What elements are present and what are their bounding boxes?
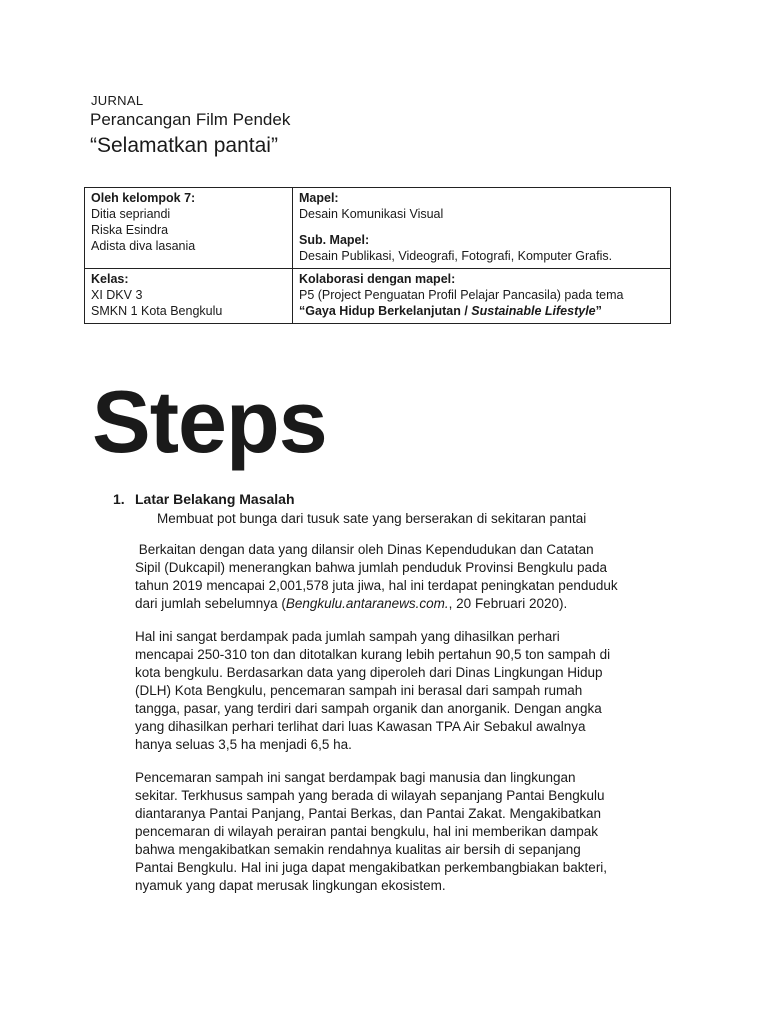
paragraph-line: tahun 2019 mencapai 2,001,578 juta jiwa, hal ini terdapat peningkatan penduduk <box>135 578 618 593</box>
paragraph-line: bahwa mengakibatkan semakin rendahnya kualitas air bersih di sepanjang <box>135 842 581 857</box>
school-value: SMKN 1 Kota Bengkulu <box>91 304 223 318</box>
document-subtitle: “Selamatkan pantai” <box>90 134 278 157</box>
info-table <box>84 187 671 324</box>
paragraph-line <box>135 595 680 613</box>
citation-suffix: , 20 Februari 2020). <box>448 596 568 611</box>
citation-prefix: dari jumlah sebelumnya ( <box>135 596 286 611</box>
theme-value <box>299 303 665 319</box>
paragraph-line: Hal ini sangat berdampak pada jumlah sampah yang dihasilkan perhari <box>135 629 560 644</box>
table-row <box>85 269 671 324</box>
paragraph-line: Sipil (Dukcapil) menerangkan bahwa jumlah penduduk Provinsi Bengkulu pada <box>135 560 608 575</box>
paragraph-line: Berkaitan dengan data yang dilansir oleh Dinas Kependudukan dan Catatan <box>135 542 594 557</box>
paragraph-line: Pencemaran sampah ini sangat berdampak bagi manusia dan lingkungan <box>135 770 576 785</box>
paragraph-line: Pantai Bengkulu. Hal ini juga dapat mengakibatkan perkembangbiakan bakteri, <box>135 860 608 875</box>
paragraph-line: yang dihasilkan perhari terlihat dari luas Kawasan TPA Air Sebakul awalnya <box>135 719 586 734</box>
kolaborasi-heading: Kolaborasi dengan mapel: <box>299 272 456 286</box>
kelas-heading: Kelas: <box>91 272 129 286</box>
kolaborasi-cell <box>293 269 671 324</box>
paragraph-line: pencemaran di wilayah perairan pantai bengkulu, hal ini memberikan dampak <box>135 824 599 839</box>
mapel-cell <box>293 188 671 269</box>
document-title: Perancangan Film Pendek <box>90 110 291 129</box>
theme-open: “Gaya Hidup Berkelanjutan / <box>299 304 472 318</box>
kelas-value: XI DKV 3 <box>91 288 143 302</box>
mapel-value: Desain Komunikasi Visual <box>299 207 444 221</box>
paragraph-line: diantaranya Pantai Panjang, Pantai Berkas, dan Pantai Zakat. Mengakibatkan <box>135 806 602 821</box>
paragraph-line: nyamuk yang dapat merusak lingkungan ekosistem. <box>135 878 446 893</box>
paragraph-line: hanya seluas 3,5 ha menjadi 6,5 ha. <box>135 737 352 752</box>
paragraph-1 <box>135 541 680 613</box>
table-row <box>85 188 671 269</box>
section-heading <box>113 491 295 507</box>
paragraph-3 <box>135 769 680 895</box>
mapel-heading: Mapel: <box>299 191 339 205</box>
citation-source: Bengkulu.antaranews.com. <box>285 596 449 611</box>
section-title: Latar Belakang Masalah <box>135 491 295 507</box>
member-name: Adista diva lasania <box>91 239 196 253</box>
steps-heading: Steps <box>92 372 327 471</box>
paragraph-line: mencapai 250-310 ton dan ditotalkan kurang lebih pertahun 90,5 ton sampah di <box>135 647 611 662</box>
paragraph-2 <box>135 628 680 754</box>
section-intro: Membuat pot bunga dari tusuk sate yang berserakan di sekitaran pantai <box>157 511 587 526</box>
submapel-value: Desain Publikasi, Videografi, Fotografi, Komputer Grafis. <box>299 249 613 263</box>
theme-italic: Sustainable Lifestyle <box>471 304 596 318</box>
paragraph-line: kota bengkulu. Berdasarkan data yang diperoleh dari Dinas Lingkungan Hidup <box>135 665 603 680</box>
theme-close: ” <box>595 304 602 318</box>
member-name: Ditia sepriandi <box>91 207 171 221</box>
paragraph-line: (DLH) Kota Bengkulu, pencemaran sampah ini berasal dari sampah rumah <box>135 683 583 698</box>
submapel-heading: Sub. Mapel: <box>299 233 370 247</box>
paragraph-line: sekitar. Terkhusus sampah yang berada di wilayah sepanjang Pantai Bengkulu <box>135 788 605 803</box>
group-cell <box>85 188 293 269</box>
group-heading: Oleh kelompok 7: <box>91 191 196 205</box>
member-name: Riska Esindra <box>91 223 169 237</box>
kolaborasi-value: P5 (Project Penguatan Profil Pelajar Pancasila) pada tema <box>299 288 624 302</box>
kelas-cell <box>85 269 293 324</box>
section-number: 1. <box>113 491 125 507</box>
document-label: JURNAL <box>91 93 144 108</box>
paragraph-line: tangga, pasar, yang terdiri dari sampah organik dan anorganik. Dengan angka <box>135 701 602 716</box>
